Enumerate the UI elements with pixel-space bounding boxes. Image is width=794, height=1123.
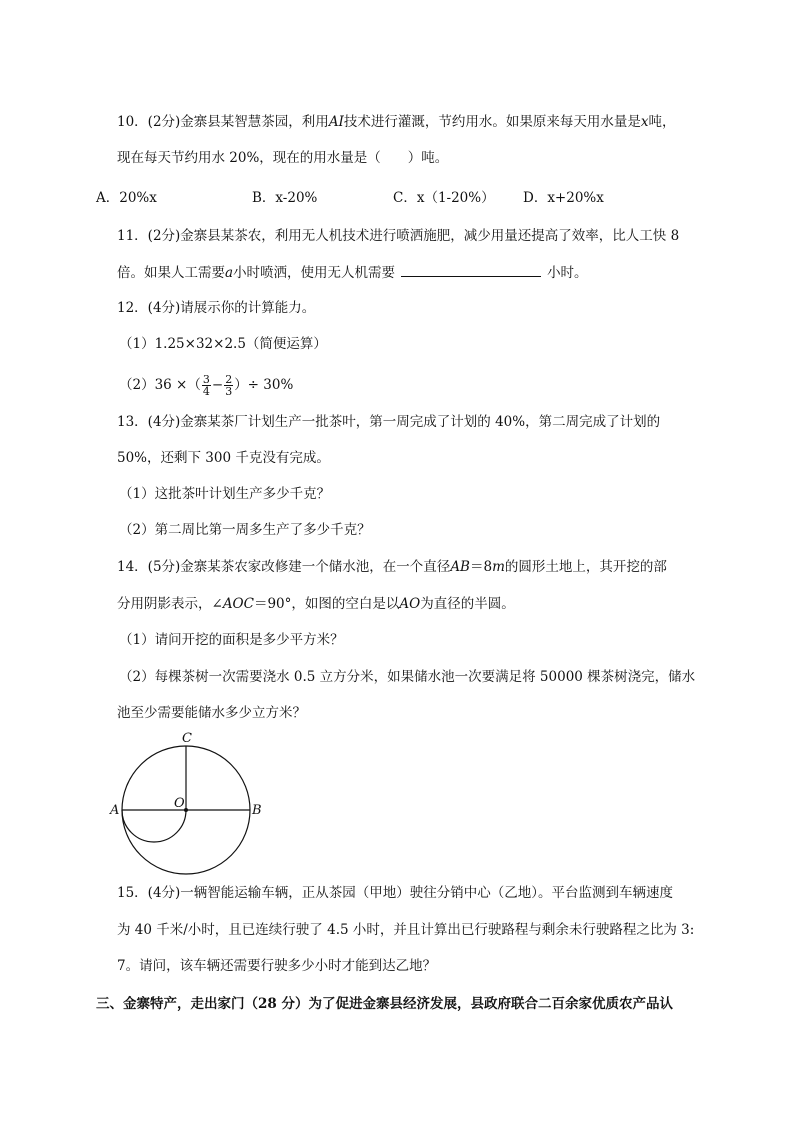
q14-part2-line1: （2）每棵茶树一次需要浇水 0.5 立方分米，如果储水池一次要满足将 50000 棵茶树浇完，储水 — [119, 669, 696, 685]
q14-ab: AB — [450, 559, 470, 575]
q10-option-b[interactable]: B．x-20% — [252, 190, 318, 206]
q14-circle-figure — [108, 730, 268, 880]
label-a: A — [110, 803, 120, 818]
q12-part1: （1）1.25×32×2.5（简便运算） — [119, 336, 327, 352]
q10-text-c: 吨， — [648, 114, 676, 130]
q12-part2-pre: （2）36 ×（ — [119, 377, 201, 393]
q12-title: 12．(4分)请展示你的计算能力。 — [117, 300, 316, 316]
q12-part2-post: ）÷ 30% — [234, 377, 294, 393]
q12-minus: − — [211, 377, 224, 393]
q14-line2 — [117, 594, 515, 614]
q10-line1 — [117, 112, 676, 132]
q10-option-c[interactable]: C．x（1-20%） — [393, 190, 495, 206]
q12-fraction-3-4 — [202, 374, 211, 397]
frac2-num: 2 — [225, 373, 233, 386]
q11-text-a: 倍。如果人工需要 — [117, 265, 225, 281]
q14-text-e: 为直径的半圆。 — [420, 596, 515, 612]
label-o: O — [174, 796, 185, 811]
q15-line1: 15．(4分)一辆智能运输车辆，正从茶园（甲地）驶往分销中心（乙地）。平台监测到车辆速度 — [117, 885, 674, 901]
q11-line2 — [117, 262, 588, 283]
q13-line1: 13．(4分)金寨某茶厂计划生产一批茶叶，第一周完成了计划的 40%，第二周完成了计划的 — [117, 414, 661, 430]
q10-x: x — [640, 114, 649, 130]
frac1-den: 4 — [202, 385, 210, 398]
q10-option-d[interactable]: D．x+20%x — [523, 190, 604, 206]
q10-text-a: 10．(2分)金寨县某智慧茶园，利用 — [117, 114, 329, 130]
q14-line1 — [117, 557, 667, 577]
semicircle-ao — [122, 810, 186, 842]
q13-part2: （2）第二周比第一周多生产了多少千克？ — [119, 522, 371, 538]
q10-ai: AI — [328, 114, 344, 130]
q14-eq: ＝8 — [469, 559, 493, 575]
label-b: B — [252, 803, 262, 818]
q15-line2: 为 40 千米/小时，且已连续行驶了 4.5 小时，并且计算出已行驶路程与剩余未行驶路程之比为 3: — [117, 922, 695, 938]
q10-line2: 现在每天节约用水 20%，现在的用水量是（ ）吨。 — [117, 150, 449, 166]
q14-text-b: 的圆形土地上，其开挖的部 — [504, 559, 667, 575]
q11-answer-blank[interactable] — [401, 262, 541, 277]
q14-m: m — [492, 559, 505, 575]
label-c: C — [182, 731, 192, 746]
q14-ao: AO — [399, 596, 421, 612]
q10-text-b: 技术进行灌溉，节约用水。如果原来每天用水量是 — [343, 114, 641, 130]
q11-a: a — [225, 265, 234, 281]
section3-heading: 三、金寨特产，走出家门（28 分）为了促进金寨县经济发展，县政府联合二百余家优质农产品认 — [96, 996, 673, 1012]
q13-line2: 50%，还剩下 300 千克没有完成。 — [117, 450, 330, 466]
q10-option-a[interactable]: A．20%x — [96, 190, 157, 206]
q11-text-b: 小时喷洒，使用无人机需要 — [233, 265, 396, 281]
q14-text-a: 14．(5分)金寨某茶农家改修建一个储水池，在一个直径 — [117, 559, 451, 575]
q15-line3: 7。请问，该车辆还需要行驶多少小时才能到达乙地？ — [117, 958, 437, 974]
q11-text-c: 小时。 — [547, 265, 588, 281]
q14-text-d: ＝90°，如图的空白是以 — [253, 596, 400, 612]
frac1-num: 3 — [202, 373, 210, 386]
frac2-den: 3 — [225, 385, 233, 398]
q13-part1: （1）这批茶叶计划生产多少千克？ — [119, 486, 331, 502]
q14-text-c: 分用阴影表示，∠ — [117, 596, 223, 612]
q12-fraction-2-3 — [224, 374, 233, 397]
q14-aoc: AOC — [222, 596, 254, 612]
q11-line1: 11．(2分)金寨县某茶农，利用无人机技术进行喷洒施肥，减少用量还提高了效率，比人工快 8 — [117, 228, 680, 244]
q12-part2 — [119, 371, 293, 399]
q14-part1: （1）请问开挖的面积是多少平方米？ — [119, 632, 344, 648]
q14-part2-line2: 池至少需要能储水多少立方米？ — [117, 705, 306, 721]
